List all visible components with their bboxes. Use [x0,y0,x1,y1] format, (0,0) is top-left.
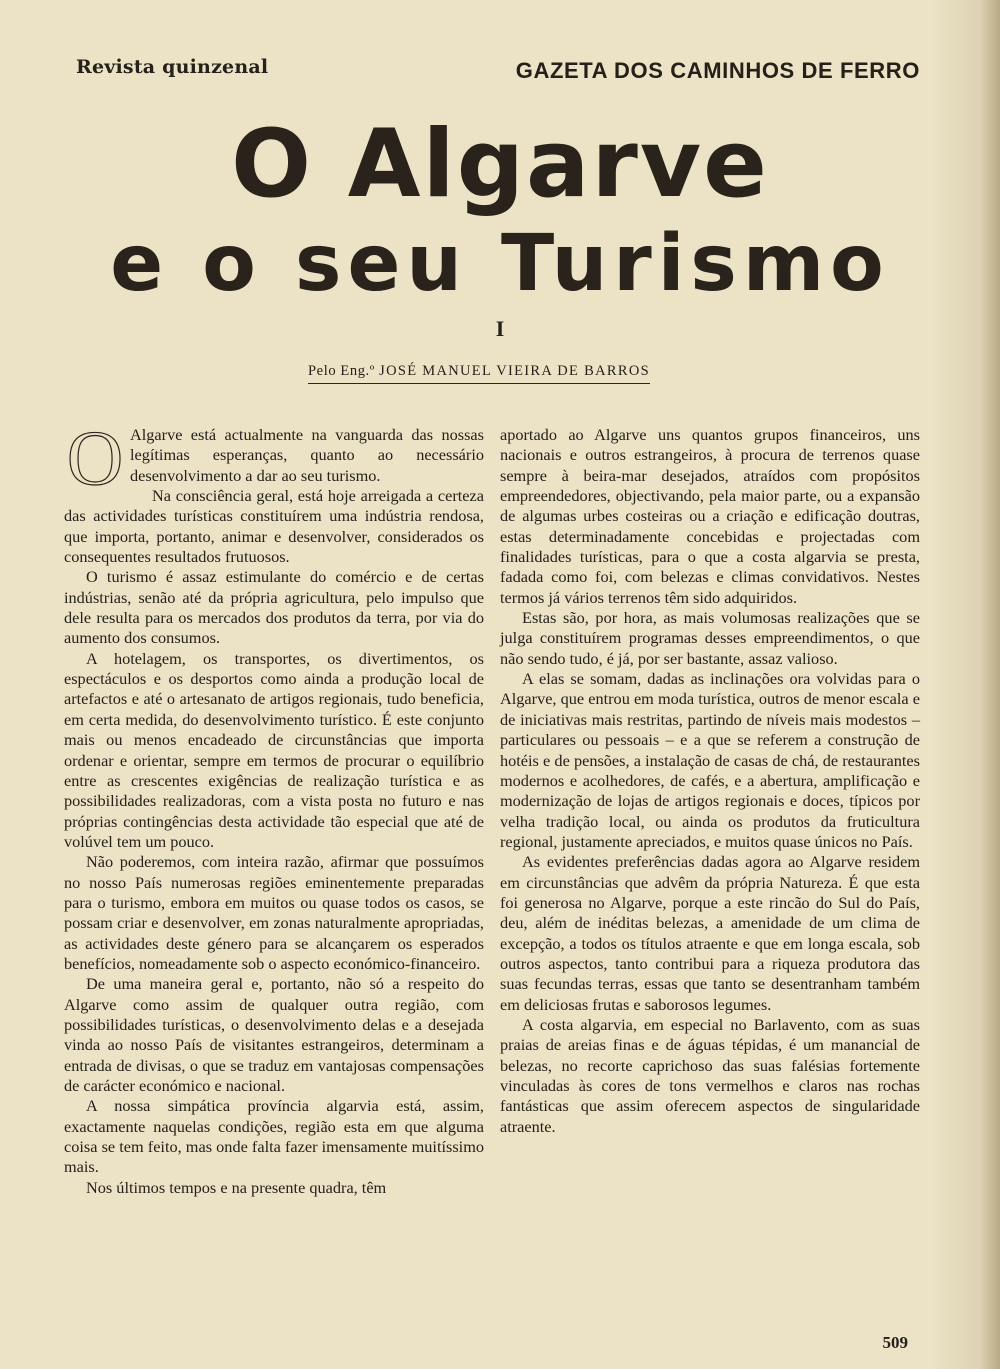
drop-cap: O [66,414,124,501]
paragraph: A elas se somam, dadas as inclinações ora volvidas para o Algarve, que entrou em moda turística, outros de menor escala e de iniciativas mais restritas, partindo de níveis mais modestos – particulares ou pessoais – e a que se referem a construção de hotéis e de pensões, a instalação de casas de chá, de restaurantes modernos e acolhedores, de cafés, e a abertura, amplificação e modernização de lojas de artigos regionais e doces, típicos por velha tradição local, ou ainda os produtos da fruticultura regional, justamente apreciados, e muitos quase únicos no País. [500,669,920,851]
paragraph: aportado ao Algarve uns quantos grupos financeiros, uns nacionais e outros estrangeiros, à procura de terrenos quase sempre à beira-mar desejados, atraídos com propósitos empreendedores, objectivando, pela maior parte, ou a expansão de algumas urbes costeiras ou a criação e edificação doutras, estas determinadamente concebidas e projectadas com finalidades turísticas, para o que a costa algarvia se presta, fadada como foi, com belezas e climas convidativos. Nestes termos já vários terrenos têm sido adquiridos. [500,425,920,607]
paragraph: De uma maneira geral e, portanto, não só a respeito do Algarve como assim de qualquer outra região, com possibilidades turísticas, o desenvolvimento delas e a desejada vinda ao nosso País de visitantes estrangeiros, determinam a entrada de divisas, o que se traduz em vantajosas compensações de carácter económico e nacional. [64,974,484,1095]
left-column [64,414,484,1198]
article-part-number: I [495,316,505,341]
paragraph: Nos últimos tempos e na presente quadra, têm [86,1177,387,1197]
right-column [500,425,920,1137]
byline-author: JOSÉ MANUEL VIEIRA DE BARROS [379,363,650,379]
magazine-frequency: Revista quinzenal [76,56,269,78]
page-number: 509 [882,1333,908,1352]
magazine-title: GAZETA DOS CAMINHOS DE FERRO [515,58,920,83]
paragraph: O turismo é assaz estimulante do comércio e de certas indústrias, senão até da própria agricultura, pelo impulso que dele resulta para os mercados dos produtos da terra, por via do aumento dos consumos. [64,567,484,648]
article-title-line1: O Algarve [231,110,769,219]
article-title-line2: e o seu Turismo [110,219,890,309]
paragraph: As evidentes preferências dadas agora ao Algarve residem em circunstâncias que advêm da própria Natureza. É que esta foi generosa no Algarve, porque a este rincão do Sul do País, deu, além de inéditas belezas, a amenidade de um clima de excepção, a todos os títulos atraente e que em longa escala, sob outros aspectos, tanto contribui para a riqueza produtora das suas fecundas terras, essas que tanto se desentranham também em deliciosas frutas e saborosos legumes. [500,852,920,1014]
paragraph: Na consciência geral, está hoje arreigada a certeza das actividades turísticas constituírem uma indústria rendosa, que importa, portanto, animar e desenvolver, considerados os consequentes resultados frutuosos. [64,486,484,567]
paragraph: Não poderemos, com inteira razão, afirmar que possuímos no nosso País numerosas regiões eminentemente preparadas para o turismo, embora em muitos ou quase todos os casos, se possam criar e desenvolver, em zonas naturalmente apropriadas, as actividades deste género para se alcançarem os esperados benefícios, nomeadamente sob o aspecto económico-financeiro. [64,852,484,973]
paragraph: O Algarve está actualmente na vanguarda das nossas legítimas esperanças, quanto ao necessário desenvolvimento a dar ao seu turismo. [64,425,484,486]
paragraph: A costa algarvia, em especial no Barlavento, com as suas praias de areias finas e de águas tépidas, é um manancial de belezas, no recorte caprichoso das suas falésias fortemente vinculadas às cores de tons vermelhos e claros nas rochas fantásticas que assim oferecem aspectos de singularidade atraente. [500,1014,920,1136]
paragraph: A hotelagem, os transportes, os divertimentos, os espectáculos e os desportos como ainda a produção local de artefactos e até o artesanato de artigos regionais, tudo beneficia, em certa medida, do desenvolvimento turístico. É este conjunto mais ou menos encadeado de circunstâncias que importa ordenar e orientar, sempre em termos de procurar o equilíbrio entre as crescentes exigências de realização turística e as possibilidades realizadoras, com a vista posta no futuro e nas próprias contingências desta actividade tão especial que até de volúvel tem um pouco. [64,648,484,851]
byline-prefix: Pelo Eng.º [308,363,375,379]
paragraph: A nossa simpática província algarvia está, assim, exactamente naquelas condições, região esta em que alguma coisa se tem feito, mas onde falta fazer imensamente muitíssimo mais. [64,1096,484,1177]
byline [308,363,650,384]
paragraph: Estas são, por hora, as mais volumosas realizações que se julga constituírem programas desses empreendimentos, o que não sendo tudo, é já, por ser bastante, assaz valioso. [500,608,920,668]
